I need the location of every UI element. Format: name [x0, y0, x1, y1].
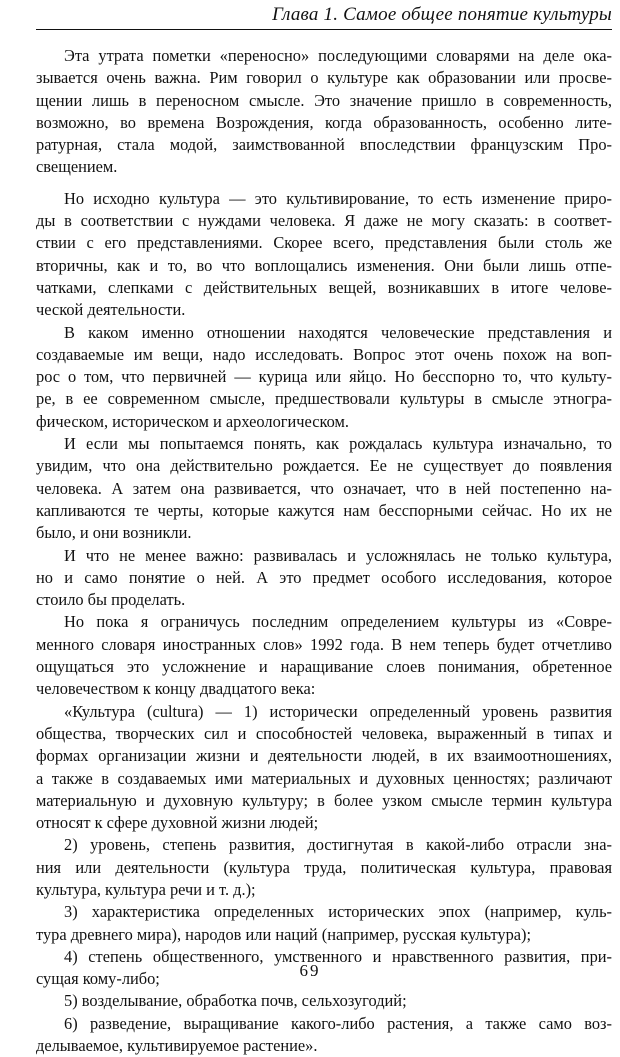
text-line: 3) характеристика определенных исторических эпох (например, куль-	[64, 902, 612, 922]
text-line: ре, в ее современном смысле, предшествовали культуры в смысле этногра-	[36, 389, 612, 409]
text-line: культура, культура речи и т. д.);	[36, 879, 256, 899]
text-line: ствии с его представлениями. Скорее всего, представления были столь же	[36, 233, 612, 253]
text-line: ощущаться это усложнение и наращивание слоев понимания, обретенное	[36, 657, 612, 677]
text-line: ния или деятельности (культура труда, политическая культура, правовая	[36, 857, 612, 877]
paragraph-gap	[36, 179, 612, 188]
text-line: зывается очень важна. Рим говорил о культуре как образовании или просве-	[36, 68, 612, 88]
paragraph	[36, 1013, 612, 1057]
text-line: 5) возделывание, обработка почв, сельхозугодий;	[64, 991, 407, 1011]
paragraph	[36, 45, 612, 179]
paragraph	[36, 901, 612, 946]
text-line: Эта утрата пометки «переносно» последующими словарями на деле ока-	[64, 46, 612, 65]
text-line: Но исходно культура — это культивирование, то есть изменение приро-	[64, 188, 612, 208]
text-line: было, и они возникли.	[36, 523, 192, 543]
text-line: И если мы попытаемся понять, как рождалась культура изначально, то	[64, 434, 612, 454]
text-line: менного словаря иностранных слов» 1992 года. В нем теперь будет отчетливо	[36, 634, 612, 654]
text-line: общества, творческих сил и способностей человека, выраженный в типах и	[36, 723, 612, 743]
paragraph	[36, 322, 612, 433]
text-line: 6) разведение, выращивание какого-либо растения, а также само воз-	[64, 1013, 612, 1033]
text-line: но и само понятие о ней. А это предмет особого исследования, которое	[36, 567, 612, 587]
text-line: Но пока я ограничусь последним определением культуры из «Совре-	[64, 612, 612, 632]
text-line: а также в создаваемых ими материальных и духовных ценностях; различают	[36, 768, 612, 788]
paragraph	[36, 188, 612, 322]
text-line: 4) степень общественного, умственного и нравственного развития, при-	[64, 946, 612, 966]
paragraph	[36, 545, 612, 612]
page-body	[36, 45, 612, 1057]
text-line: свещением.	[36, 157, 118, 177]
text-line: вторичны, как и то, во что воплощались изменения. Они были лишь отпе-	[36, 255, 612, 275]
text-line: создаваемые им вещи, надо исследовать. Вопрос этот очень похож на воп-	[36, 344, 612, 364]
running-header: Глава 1. Самое общее понятие культуры	[272, 4, 612, 25]
text-line: фическом, историческом и археологическом.	[36, 411, 349, 431]
page-number: 69	[299, 961, 321, 980]
text-line: В каком именно отношении находятся человеческие представления и	[64, 322, 612, 342]
text-line: рос о том, что первичней — курица или яйцо. Но бесспорно то, что культу-	[36, 367, 612, 387]
paragraph	[36, 834, 612, 901]
text-line: чатками, слепками с действительных вещей, возникавших в итоге челове-	[36, 277, 612, 297]
text-line: человека. А затем она развивается, что означает, что в ней постепенно на-	[36, 478, 612, 498]
text-line: ды в соответствии с нуждами человека. Я даже не могу сказать: в соответ-	[36, 211, 612, 231]
header-rule	[36, 29, 612, 30]
paragraph	[36, 433, 612, 544]
text-line: сущая кому-либо;	[36, 969, 160, 989]
text-line: возможно, во времена Возрождения, когда образованность, особенно лите-	[36, 112, 612, 132]
text-line: ческой деятельности.	[36, 300, 186, 320]
text-line: формах организации жизни и деятельности людей, в их взаимоотношениях,	[36, 746, 612, 766]
text-line: относят к сфере духовной жизни людей;	[36, 813, 319, 833]
text-line: щении лишь в переносном смысле. Это значение пришло в современность,	[36, 90, 612, 110]
text-line: 2) уровень, степень развития, достигнутая в какой-либо отрасли зна-	[64, 835, 612, 855]
paragraph	[36, 701, 612, 835]
text-line: И что не менее важно: развивалась и усложнялась не только культура,	[64, 545, 612, 565]
paragraph	[36, 990, 612, 1012]
text-line: человечеством к концу двадцатого века:	[36, 679, 316, 699]
text-line: ратурная, стала модой, заимствованной впоследствии французским Про-	[36, 135, 612, 155]
text-line: «Культура (cultura) — 1) исторически определенный уровень развития	[64, 701, 612, 721]
text-line: тура древнего мира), народов или наций (например, русская культура);	[36, 924, 532, 944]
text-line: материальную и духовную культуру; в более узком смысле термин культура	[36, 790, 612, 810]
text-line: увидим, что она действительно рождается. Ее не существует до появления	[36, 456, 612, 476]
text-line: делываемое, культивируемое растение».	[36, 1036, 318, 1056]
paragraph	[36, 611, 612, 700]
text-line: стоило бы проделать.	[36, 590, 186, 610]
text-line: капливаются те черты, которые кажутся нам бесспорными сейчас. Но их не	[36, 500, 612, 520]
